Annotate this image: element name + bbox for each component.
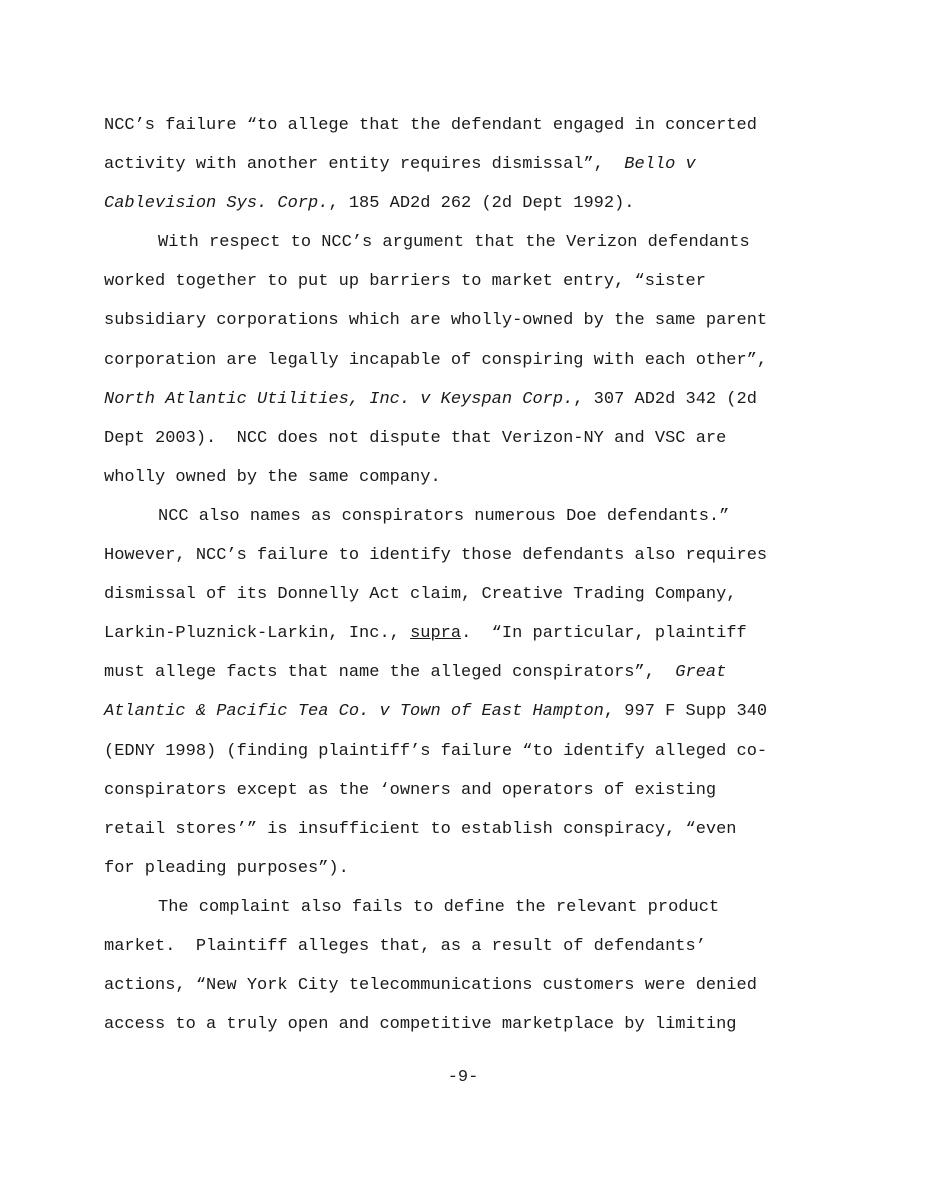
text-segment: for pleading purposes”).: [104, 858, 349, 878]
text-line: [104, 888, 824, 927]
citation-text: North Atlantic Utilities, Inc. v Keyspan Corp.: [104, 389, 574, 409]
text-segment: NCC also names as conspirators numerous Doe defendants.”: [158, 506, 730, 526]
text-segment: NCC’s failure “to allege that the defendant engaged in concerted: [104, 116, 757, 135]
text-line: [104, 771, 824, 810]
text-line: [104, 223, 824, 262]
text-segment: market. Plaintiff alleges that, as a result of defendants’: [104, 936, 706, 956]
text-line: [104, 458, 824, 497]
paragraph: [104, 888, 824, 1044]
text-line: [104, 497, 824, 536]
text-segment: However, NCC’s failure to identify those defendants also requires: [104, 546, 768, 566]
text-segment: corporation are legally incapable of conspiring with each other”,: [104, 350, 768, 370]
citation-text: Bello v: [624, 155, 696, 175]
text-segment: activity with another entity requires dismissal”,: [104, 155, 625, 175]
text-line: [104, 653, 824, 692]
body-text: [104, 106, 824, 1044]
text-line: [104, 262, 824, 301]
text-segment: wholly owned by the same company.: [104, 467, 441, 487]
text-line: [104, 301, 824, 340]
text-segment: access to a truly open and competitive marketplace by limiting: [104, 1015, 737, 1035]
text-segment: subsidiary corporations which are wholly-owned by the same parent: [104, 311, 768, 331]
text-segment: The complaint also fails to define the relevant product: [158, 897, 720, 917]
text-segment: worked together to put up barriers to market entry, “sister: [104, 272, 706, 292]
citation-text: Atlantic & Pacific Tea Co. v Town of East Hampton: [104, 702, 604, 722]
text-segment: dismissal of its Donnelly Act claim, Creative Trading Company,: [104, 585, 737, 605]
text-segment: , 307 AD2d 342 (2d: [573, 389, 757, 409]
text-line: [104, 536, 824, 575]
text-line: [104, 692, 824, 731]
text-line: [104, 849, 824, 888]
citation-text: Cablevision Sys. Corp.: [104, 194, 329, 214]
text-segment: (EDNY 1998) (finding plaintiff’s failure “to identify alleged co-: [104, 741, 768, 761]
text-segment: With respect to NCC’s argument that the Verizon defendants: [158, 233, 750, 253]
text-line: [104, 419, 824, 458]
text-line: [104, 614, 824, 653]
text-line: [104, 732, 824, 771]
paragraph: [104, 497, 824, 888]
text-line: [104, 575, 824, 614]
paragraph: [104, 106, 824, 223]
text-line: [104, 966, 824, 1005]
text-line: [104, 145, 824, 184]
text-line: [104, 106, 824, 145]
paragraph: [104, 223, 824, 497]
text-segment: , 185 AD2d 262 (2d Dept 1992).: [328, 194, 635, 214]
text-line: [104, 927, 824, 966]
text-segment: retail stores’” is insufficient to establish conspiracy, “even: [104, 819, 737, 839]
text-line: [104, 1005, 824, 1044]
text-segment: Larkin-Pluznick-Larkin, Inc.,: [104, 624, 411, 644]
text-segment: . “In particular, plaintiff: [461, 624, 747, 644]
text-segment: must allege facts that name the alleged conspirators”,: [104, 663, 676, 683]
text-line: [104, 810, 824, 849]
page-number: -9-: [447, 1068, 479, 1087]
text-segment: , 997 F Supp 340: [603, 702, 768, 722]
text-line: [104, 184, 824, 223]
citation-text: Great: [675, 663, 727, 683]
text-segment: actions, “New York City telecommunications customers were denied: [104, 976, 757, 996]
underlined-text: supra: [410, 624, 462, 644]
text-segment: conspirators except as the ‘owners and operators of existing: [104, 780, 717, 800]
text-segment: Dept 2003). NCC does not dispute that Verizon-NY and VSC are: [104, 428, 727, 448]
text-line: [104, 380, 824, 419]
text-line: [104, 341, 824, 380]
